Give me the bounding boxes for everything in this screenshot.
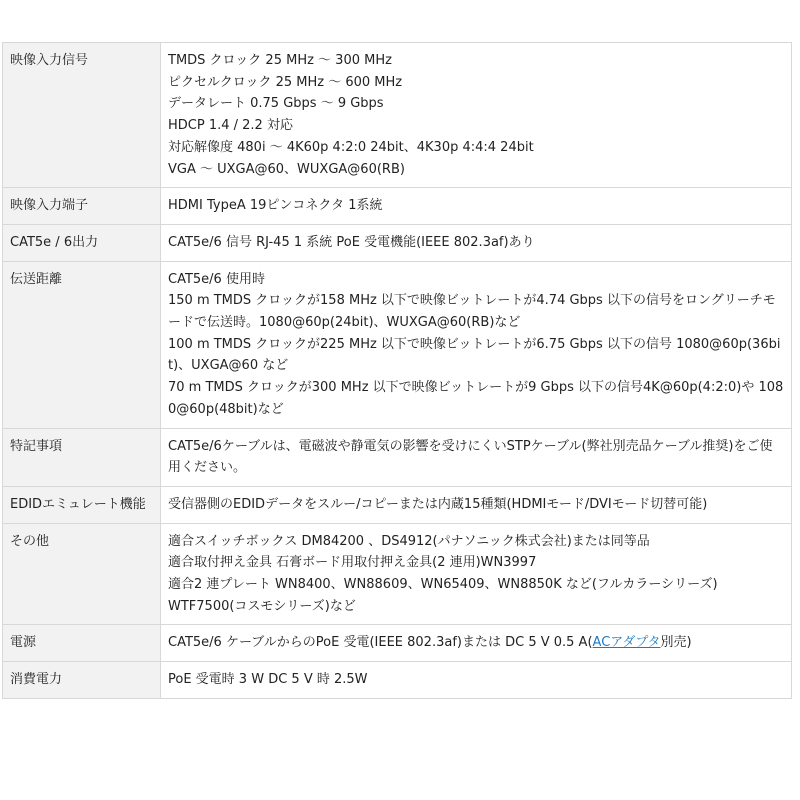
spec-line: CAT5e/6 信号 RJ-45 1 系統 PoE 受電機能(IEEE 802.3af)あり [168,234,535,250]
spec-line: CAT5e/6ケーブルは、電磁波や静電気の影響を受けにくいSTPケーブル(弊社別売品ケーブル推奨)をご使用ください。 [168,438,773,476]
spec-line: CAT5e/6 使用時 [168,271,265,287]
spec-label: 映像入力信号 [3,43,161,188]
spec-line: 受信器側のEDIDデータをスルー/コピーまたは内蔵15種類(HDMIモード/DVIモード切替可能) [168,496,708,512]
spec-value [161,224,792,261]
spec-label: EDIDエミュレート機能 [3,486,161,523]
spec-row-transmission-distance [3,261,792,428]
spec-value [161,43,792,188]
spec-line: VGA ～ UXGA@60、WUXGA@60(RB) [168,161,405,177]
spec-line: 150 m TMDS クロックが158 MHz 以下で映像ビットレートが4.74 Gbps 以下の信号をロングリーチモードで伝送時。1080@60p(24bit)、WUXGA@60(RB)など [168,293,776,331]
spec-row-video-input-terminal [3,188,792,225]
spec-line: WTF7500(コスモシリーズ)など [168,598,356,614]
ac-adapter-link[interactable]: ACアダプタ [592,635,661,651]
spec-line: データレート 0.75 Gbps ～ 9 Gbps [168,96,384,112]
spec-value [161,261,792,428]
spec-value [161,523,792,625]
spec-label: 伝送距離 [3,261,161,428]
spec-line: HDCP 1.4 / 2.2 対応 [168,118,293,134]
spec-row-other [3,523,792,625]
spec-row-video-input-signal [3,43,792,188]
spec-line: 100 m TMDS クロックが225 MHz 以下で映像ビットレートが6.75 Gbps 以下の信号 1080@60p(36bit)、UXGA@60 など [168,336,781,374]
spec-line: 対応解像度 480i ～ 4K60p 4:2:0 24bit、4K30p 4:4:4 24bit [168,139,534,155]
spec-label: CAT5e / 6出力 [3,224,161,261]
spec-line: 適合取付押え金具 石膏ボード用取付押え金具(2 連用)WN3997 [168,555,537,571]
power-text-after: 別売) [660,635,692,651]
spec-line: HDMI TypeA 19ピンコネクタ 1系統 [168,198,383,214]
spec-line: 適合2 連プレート WN8400、WN88609、WN65409、WN8850K など(フルカラーシリーズ) [168,577,718,593]
spec-label: その他 [3,523,161,625]
spec-label: 特記事項 [3,428,161,486]
spec-row-cat-output [3,224,792,261]
spec-row-power-consumption [3,662,792,699]
spec-value [161,625,792,662]
spec-line: TMDS クロック 25 MHz ～ 300 MHz [168,53,392,68]
spec-value [161,188,792,225]
spec-value [161,486,792,523]
spec-value [161,428,792,486]
spec-label: 映像入力端子 [3,188,161,225]
spec-table [2,42,792,699]
spec-line: 適合スイッチボックス DM84200 、DS4912(パナソニック株式会社)または同等品 [168,533,650,549]
spec-label: 消費電力 [3,662,161,699]
spec-line: PoE 受電時 3 W DC 5 V 時 2.5W [168,672,368,688]
spec-row-edid-emulation [3,486,792,523]
spec-row-notes [3,428,792,486]
power-text-before: CAT5e/6 ケーブルからのPoE 受電(IEEE 802.3af)または DC 5 V 0.5 A( [168,635,593,651]
spec-label: 電源 [3,625,161,662]
spec-row-power-supply [3,625,792,662]
spec-line: 70 m TMDS クロックが300 MHz 以下で映像ビットレートが9 Gbps 以下の信号4K@60p(4:2:0)や 1080@60p(48bit)など [168,380,784,417]
spec-line: ピクセルクロック 25 MHz ～ 600 MHz [168,74,403,90]
spec-value [161,662,792,699]
